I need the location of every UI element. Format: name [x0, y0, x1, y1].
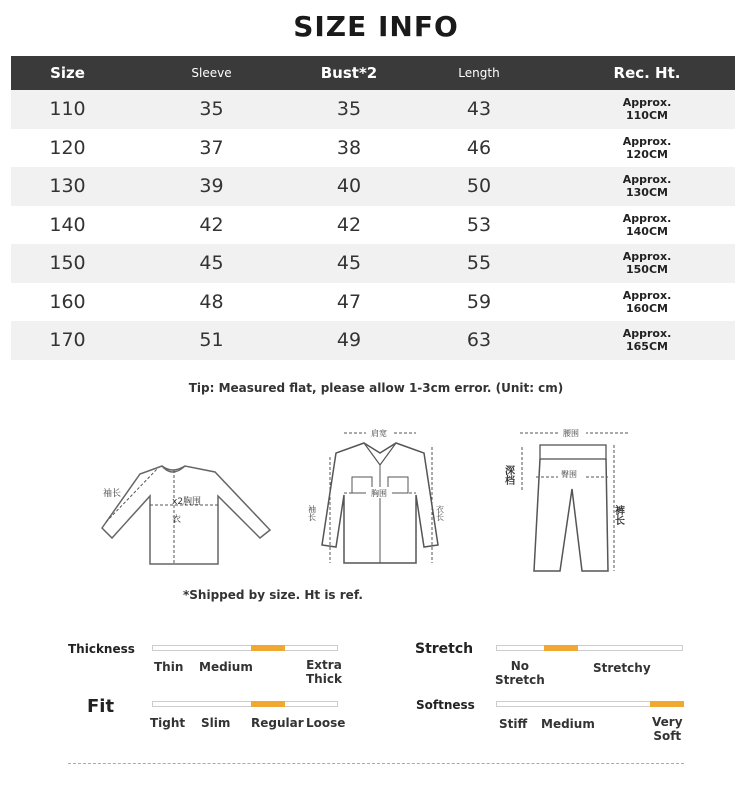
- table-row: [11, 90, 735, 129]
- thickness-option-extra: [306, 658, 342, 686]
- thickness-bar: [152, 645, 338, 651]
- pants-length-label: 裤长: [612, 505, 624, 525]
- fit-label: Fit: [87, 696, 115, 717]
- bust-cell: 35: [336, 98, 362, 121]
- header-rec-height: Rec. Ht.: [613, 64, 681, 82]
- size-cell: 120: [49, 136, 86, 159]
- size-cell: 140: [49, 213, 86, 236]
- table-row: [11, 283, 735, 322]
- table-row: [11, 321, 735, 360]
- length-cell: 63: [466, 329, 492, 352]
- stretch-option-stretchy: Stretchy: [593, 661, 651, 675]
- thickness-fill: [251, 645, 285, 651]
- header-length: Length: [458, 66, 500, 80]
- waist-label: 腰围: [563, 429, 579, 438]
- size-cell: 160: [49, 290, 86, 313]
- stretch-option-no-line2: Stretch: [495, 673, 545, 687]
- softness-option-very-line2: Soft: [653, 729, 682, 743]
- thickness-label: Thickness: [68, 642, 135, 656]
- shirt-sleeve-label: 袖长: [307, 505, 317, 521]
- rec-height-value: 160CM: [626, 301, 668, 315]
- shipped-note: *Shipped by size. Ht is ref.: [183, 588, 363, 602]
- rec-height-approx: Approx.: [622, 327, 672, 341]
- bottom-divider: [68, 763, 684, 764]
- rec-height-cell: [559, 173, 735, 199]
- sleeve-cell: 48: [199, 290, 224, 313]
- measurement-tip: Tip: Measured flat, please allow 1-3cm error. (Unit: cm): [188, 381, 564, 395]
- stretch-bar: [496, 645, 683, 651]
- softness-label: Softness: [416, 698, 475, 712]
- page-title: SIZE INFO: [293, 10, 459, 43]
- rec-height-approx: Approx.: [622, 288, 672, 302]
- softness-option-stiff: Stiff: [499, 717, 528, 731]
- length-cell: 43: [466, 98, 492, 121]
- softness-option-very: [652, 715, 683, 743]
- size-cell: 110: [49, 98, 86, 121]
- sleeve-cell: 51: [199, 329, 224, 352]
- rec-height-cell: [559, 327, 735, 353]
- thickness-option-thin: Thin: [154, 660, 184, 674]
- rec-height-approx: Approx.: [622, 134, 672, 148]
- hip-label: 臀围: [561, 470, 577, 479]
- table-row: [11, 129, 735, 168]
- rec-height-value: 140CM: [626, 224, 668, 238]
- sleeve-cell: 35: [199, 98, 224, 121]
- stretch-option-no: [495, 659, 545, 687]
- rec-height-approx: Approx.: [622, 211, 672, 225]
- length-cell: 46: [466, 136, 492, 159]
- thickness-option-extra-line2: Thick: [306, 672, 342, 686]
- table-row: [11, 244, 735, 283]
- length-cell: 50: [466, 175, 492, 198]
- rec-height-cell: [559, 250, 735, 276]
- fit-fill: [251, 701, 285, 707]
- table-header: [11, 56, 735, 90]
- fit-option-loose: Loose: [306, 716, 346, 730]
- sweater-bust-label: x2胸围: [172, 497, 202, 507]
- size-cell: 150: [49, 252, 86, 275]
- header-bust: Bust*2: [320, 64, 378, 82]
- rec-height-value: 165CM: [626, 340, 668, 354]
- softness-option-very-line1: Very: [652, 715, 683, 729]
- sleeve-cell: 45: [199, 252, 224, 275]
- rec-height-cell: [559, 96, 735, 122]
- length-cell: 59: [466, 290, 492, 313]
- table-row: [11, 206, 735, 245]
- rec-height-cell: [559, 289, 735, 315]
- fit-option-regular: Regular: [251, 716, 304, 730]
- sweater-sleeve-label: 袖长: [103, 489, 122, 499]
- sweater-diagram: [100, 460, 275, 575]
- sleeve-cell: 42: [199, 213, 224, 236]
- rise-label: 深档: [502, 465, 514, 485]
- size-cell: 130: [49, 175, 86, 198]
- rec-height-cell: [559, 212, 735, 238]
- softness-option-medium: Medium: [541, 717, 595, 731]
- fit-bar: [152, 701, 338, 707]
- rec-height-value: 120CM: [626, 147, 668, 161]
- pants-diagram: [500, 425, 640, 575]
- stretch-label: Stretch: [415, 641, 474, 657]
- shirt-length-label: 衣长: [435, 505, 445, 521]
- bust-cell: 40: [336, 175, 362, 198]
- size-table: [11, 56, 735, 360]
- chest-label: 胸围: [371, 489, 387, 498]
- sleeve-cell: 39: [199, 175, 224, 198]
- table-row: [11, 167, 735, 206]
- rec-height-value: 130CM: [626, 186, 668, 200]
- thickness-option-extra-line1: Extra: [306, 658, 342, 672]
- bust-cell: 38: [336, 136, 362, 159]
- bust-cell: 49: [336, 329, 362, 352]
- shoulder-label: 肩宽: [371, 429, 387, 438]
- fit-option-tight: Tight: [150, 716, 186, 730]
- rec-height-value: 150CM: [626, 263, 668, 277]
- fit-option-slim: Slim: [201, 716, 231, 730]
- stretch-fill: [544, 645, 578, 651]
- bust-cell: 47: [336, 290, 362, 313]
- softness-bar: [496, 701, 683, 707]
- rec-height-cell: [559, 135, 735, 161]
- sleeve-cell: 37: [199, 136, 224, 159]
- rec-height-approx: Approx.: [622, 250, 672, 264]
- rec-height-approx: Approx.: [622, 173, 672, 187]
- header-sleeve: Sleeve: [191, 66, 232, 80]
- softness-fill: [650, 701, 684, 707]
- thickness-option-medium: Medium: [199, 660, 253, 674]
- shirt-diagram: [306, 425, 456, 575]
- bust-cell: 45: [336, 252, 362, 275]
- rec-height-approx: Approx.: [622, 96, 672, 110]
- length-cell: 55: [466, 252, 492, 275]
- header-size: Size: [50, 64, 85, 82]
- rec-height-value: 110CM: [626, 109, 668, 123]
- bust-cell: 42: [336, 213, 362, 236]
- length-cell: 53: [466, 213, 492, 236]
- size-cell: 170: [49, 329, 86, 352]
- stretch-option-no-line1: No: [510, 659, 530, 673]
- sweater-inner-label: 衣: [172, 515, 182, 525]
